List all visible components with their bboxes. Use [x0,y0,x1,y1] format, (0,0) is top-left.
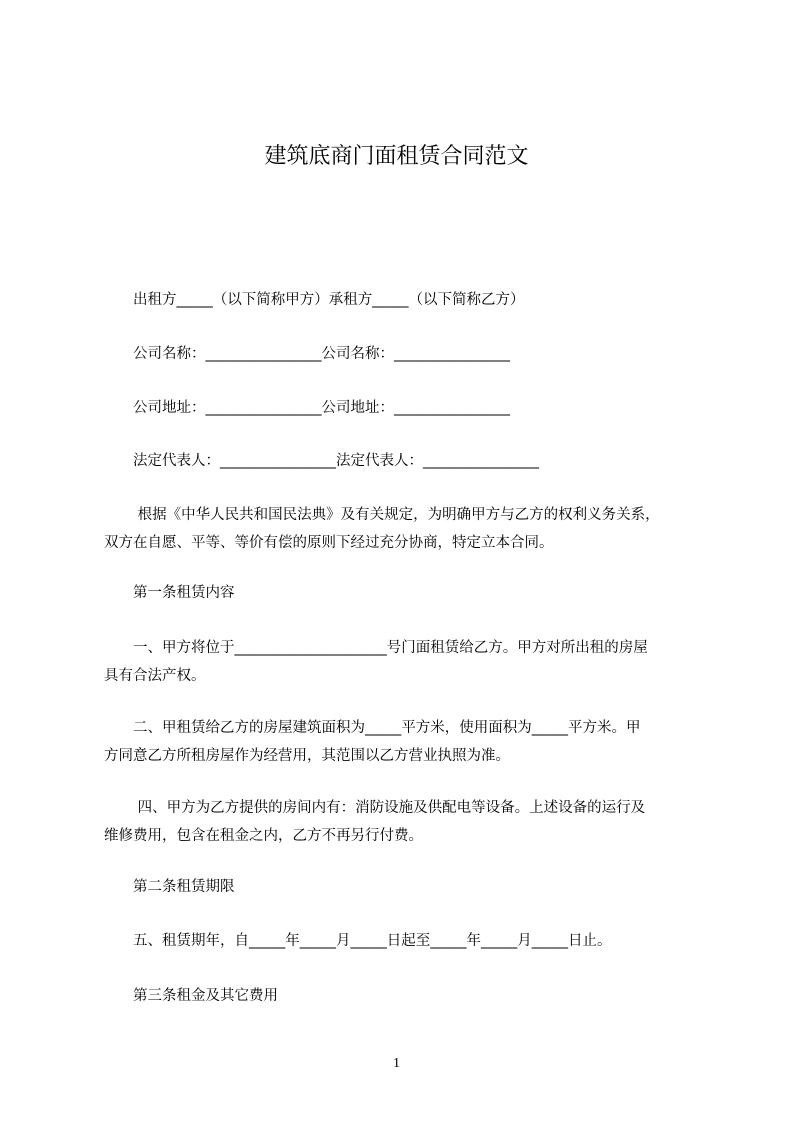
paragraph-line: 一、甲方将位于_____________________号门面租赁给乙方。甲方对所出租的房屋 [104,640,648,656]
paragraph-line: 第二条租赁期限 [104,879,235,895]
paragraph-line: 第三条租金及其它费用 [104,988,278,1004]
clause-5-paragraph [104,927,709,955]
clause-2-paragraph [104,714,709,770]
paragraph-line: 第一条租赁内容 [104,585,235,601]
preamble-paragraph [104,501,709,557]
article-2-heading [104,873,709,901]
paragraph-line: 二、甲租赁给乙方的房屋建筑面积为_____平方米，使用面积为_____平方米。甲 [104,720,641,736]
company-address-paragraph [104,394,709,422]
legal-representative-paragraph [104,447,709,475]
paragraph-line: 具有合法产权。 [104,668,206,684]
article-3-heading [104,982,709,1010]
clause-4-paragraph [104,794,709,850]
paragraph-line: 四、甲方为乙方提供的房间内有：消防设施及供配电等设备。上述设备的运行及 [104,800,646,816]
paragraph-line: 方同意乙方所租房屋作为经营用，其范围以乙方营业执照为准。 [104,748,510,764]
paragraph-line: 五、租赁期年，自_____年_____月_____日起至_____年_____月_____日止。 [104,933,612,949]
paragraph-line: 公司地址：________________公司地址：________________ [104,400,510,416]
paragraph-line: 根据《中华人民共和国民法典》及有关规定，为明确甲方与乙方的权利义务关系， [104,507,660,523]
page-number: 1 [393,1056,400,1071]
paragraph-line: 出租方_____（以下简称甲方）承租方_____（以下简称乙方） [104,292,525,308]
document-title: 建筑底商门面租赁合同范文 [264,144,529,169]
company-name-paragraph [104,340,709,368]
paragraph-line: 法定代表人：________________法定代表人：________________ [104,453,539,469]
paragraph-line: 双方在自愿、平等、等价有偿的原则下经过充分协商，特定立本合同。 [104,535,554,551]
paragraph-line: 维修费用，包含在租金之内，乙方不再另行付费。 [104,828,423,844]
paragraph-line: 公司名称：________________公司名称：________________ [104,346,510,362]
article-1-heading [104,579,709,607]
clause-1-paragraph [104,634,709,690]
party-intro-paragraph [104,286,709,314]
